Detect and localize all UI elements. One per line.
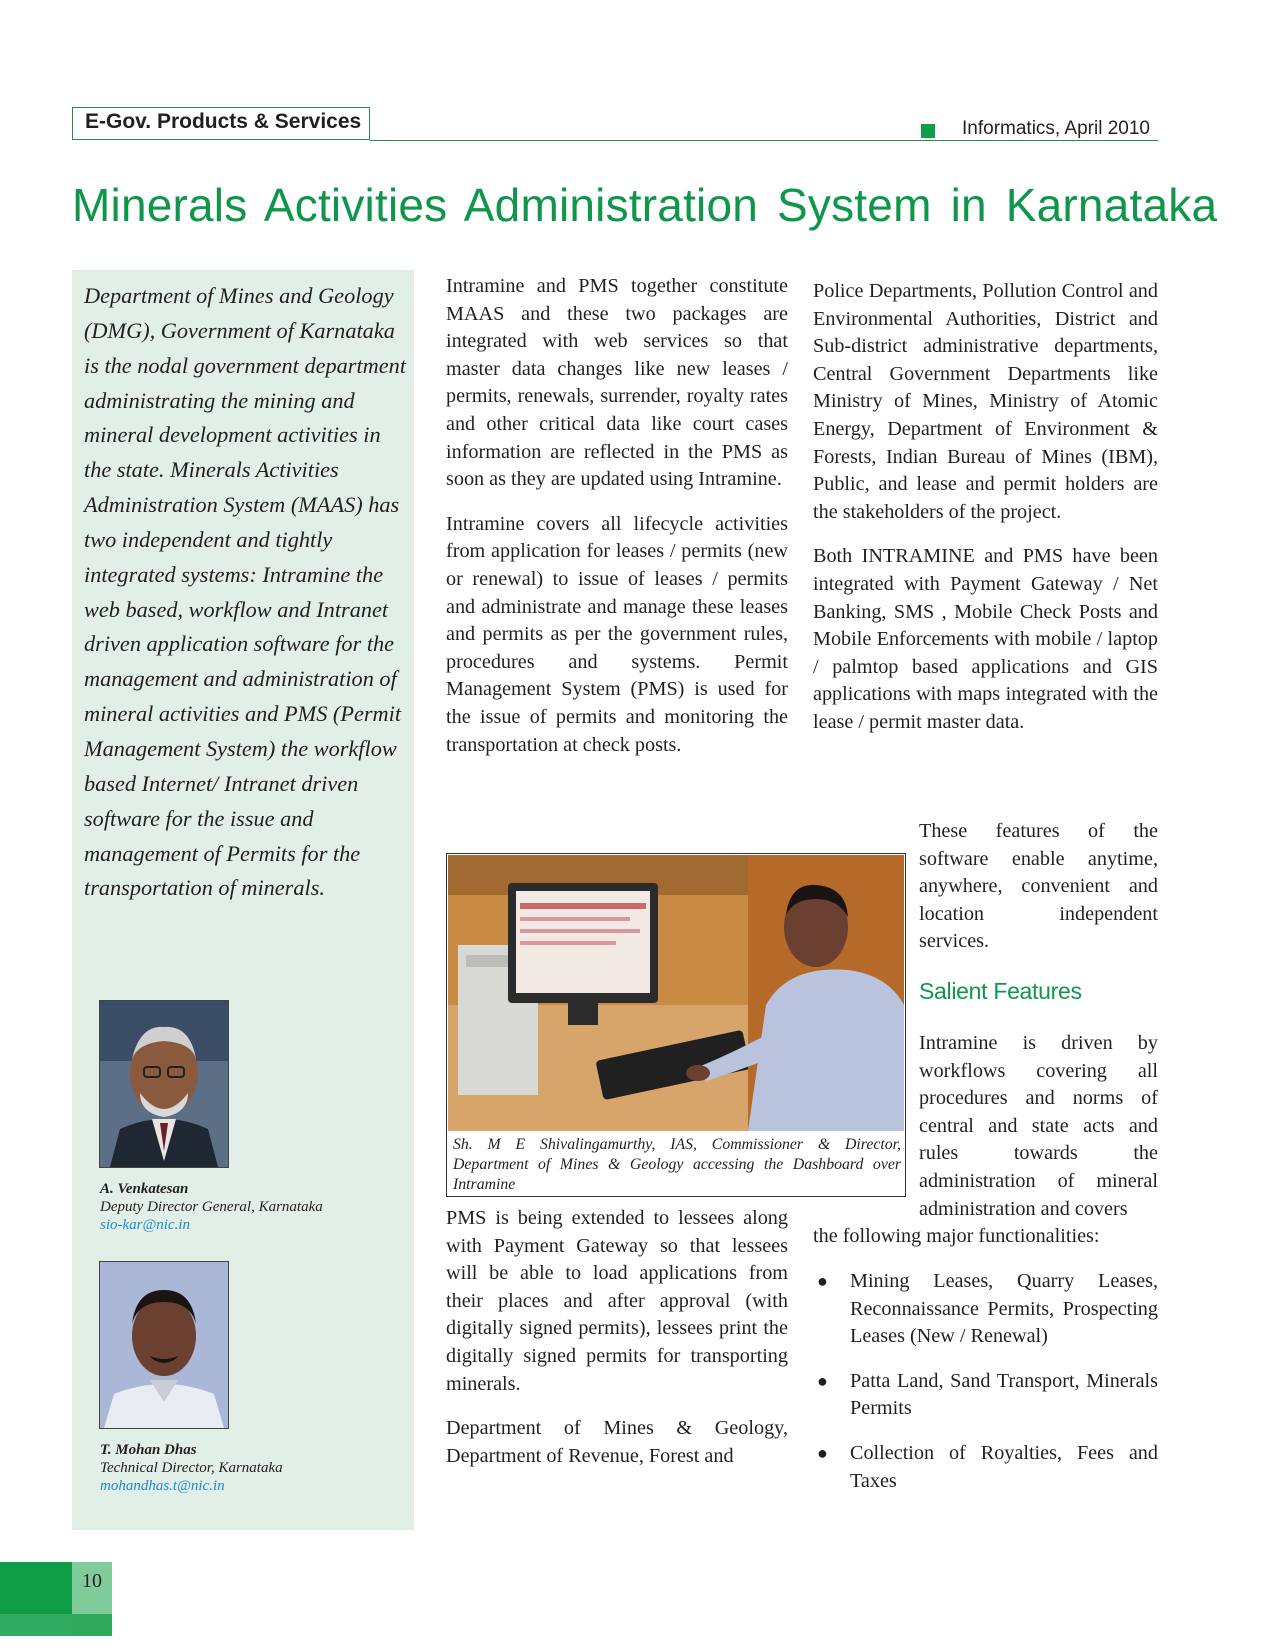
issue-label: Informatics, April 2010 — [962, 118, 1150, 139]
list-item-text: Mining Leases, Quarry Leases, Reconnaissance Permits, Prospecting Leases (New / Renewal) — [850, 1270, 1158, 1348]
author-email-link[interactable]: sio-kar@nic.in — [100, 1217, 191, 1233]
column-right-lead — [813, 1223, 1158, 1251]
photo-caption: Sh. M E Shivalingamurthy, IAS, Commissioner & Director, Department of Mines & Geology accessing the Dashboard over Intramine — [453, 1136, 901, 1193]
author-role: Deputy Director General, Karnataka — [100, 1199, 323, 1215]
sidebar-intro: Department of Mines and Geology (DMG), Government of Karnataka is the nodal government department administrating the mining and mineral development activities in the state. Minerals Activities Administration System (MAAS) has two independent and tightly integrated systems: Intramine the web based, workflow and Intranet driven application software for the management and administration of mineral activities and PMS (Permit Management System) the workflow based Internet/ Intranet driven software for the issue and management of Permits for the transportation of minerals. — [84, 283, 407, 901]
column-middle-top — [446, 273, 788, 759]
list-item-text: Collection of Royalties, Fees and Taxes — [850, 1441, 1158, 1492]
paragraph: PMS is being extended to lessees along with Payment Gateway so that lessees will be able to load applications from their places and after approval (with digitally signed permits), lessees print the digitally signed permits for transporting minerals. — [446, 1207, 788, 1395]
column-right-features — [919, 1030, 1158, 1223]
paragraph: Police Departments, Pollution Control and Environmental Authorities, District and Sub-district administrative departments, Central Government Departments like Ministry of Mines, Ministry of Atomic Energy, Department of Environment & Forests, Indian Bureau of Mines (IBM), Public, and lease and permit holders are the stakeholders of the project. — [813, 280, 1158, 523]
section-label: E-Gov. Products & Services — [72, 107, 370, 140]
paragraph: Both INTRAMINE and PMS have been integrated with Payment Gateway / Net Banking, SMS , Mobile Check Posts and Mobile Enforcements with mobile / laptop / palmtop based applications and GIS applications with maps integrated with the lease / permit master data. — [813, 545, 1158, 733]
author-email-link[interactable]: mohandhas.t@nic.in — [100, 1478, 225, 1494]
paragraph: the following major functionalities: — [813, 1225, 1100, 1247]
paragraph: Intramine covers all lifecycle activities from application for leases / permits (new or renewal) to issue of leases / permits and administrate and manage these leases and permits as per the government rules, procedures and systems. Permit Management System (PMS) is used for the issue of permits and monitoring the transportation at check posts. — [446, 512, 788, 756]
header-rule — [370, 140, 1158, 141]
footer-block — [0, 1614, 72, 1636]
bullet-icon: ● — [817, 1271, 828, 1291]
column-right-top — [813, 278, 1158, 737]
list-item — [813, 1268, 1158, 1351]
column-right-wrap — [919, 818, 1158, 956]
paragraph: Intramine is driven by workflows covering all procedures and norms of central and state acts and rules towards the administration of mineral administration and covers — [919, 1032, 1158, 1220]
paragraph: Department of Mines & Geology, Department of Revenue, Forest and — [446, 1417, 788, 1467]
author-role: Technical Director, Karnataka — [100, 1460, 283, 1476]
bullet-icon: ● — [817, 1370, 828, 1391]
paragraph: These features of the software enable anytime, anywhere, convenient and location independent services. — [919, 820, 1158, 953]
author-name: A. Venkatesan — [100, 1181, 189, 1197]
list-item — [813, 1440, 1158, 1495]
article-title: Minerals Activities Administration System in Karnataka — [72, 179, 1218, 231]
page-number: 10 — [82, 1570, 102, 1592]
list-item — [813, 1368, 1158, 1423]
bullet-icon: ● — [817, 1442, 828, 1463]
list-item-text: Patta Land, Sand Transport, Minerals Permits — [850, 1369, 1158, 1420]
header-square-marker — [921, 124, 935, 138]
author-name: T. Mohan Dhas — [100, 1442, 197, 1458]
feature-list — [813, 1268, 1158, 1512]
footer-block — [0, 1562, 72, 1614]
footer-block — [72, 1614, 112, 1636]
column-middle-bottom — [446, 1205, 788, 1470]
office-photo — [448, 855, 904, 1131]
paragraph: Intramine and PMS together constitute MAAS and these two packages are integrated with web services so that master data changes like new leases / permits, renewals, surrender, royalty rates and other critical data like court cases information are reflected in the PMS as soon as they are updated using Intramine. — [446, 275, 788, 491]
author-photo-mohan-dhas — [99, 1261, 229, 1429]
section-subheading: Salient Features — [919, 978, 1082, 1004]
photo-figure — [446, 853, 906, 1197]
author-photo-venkatesan — [99, 1000, 229, 1168]
